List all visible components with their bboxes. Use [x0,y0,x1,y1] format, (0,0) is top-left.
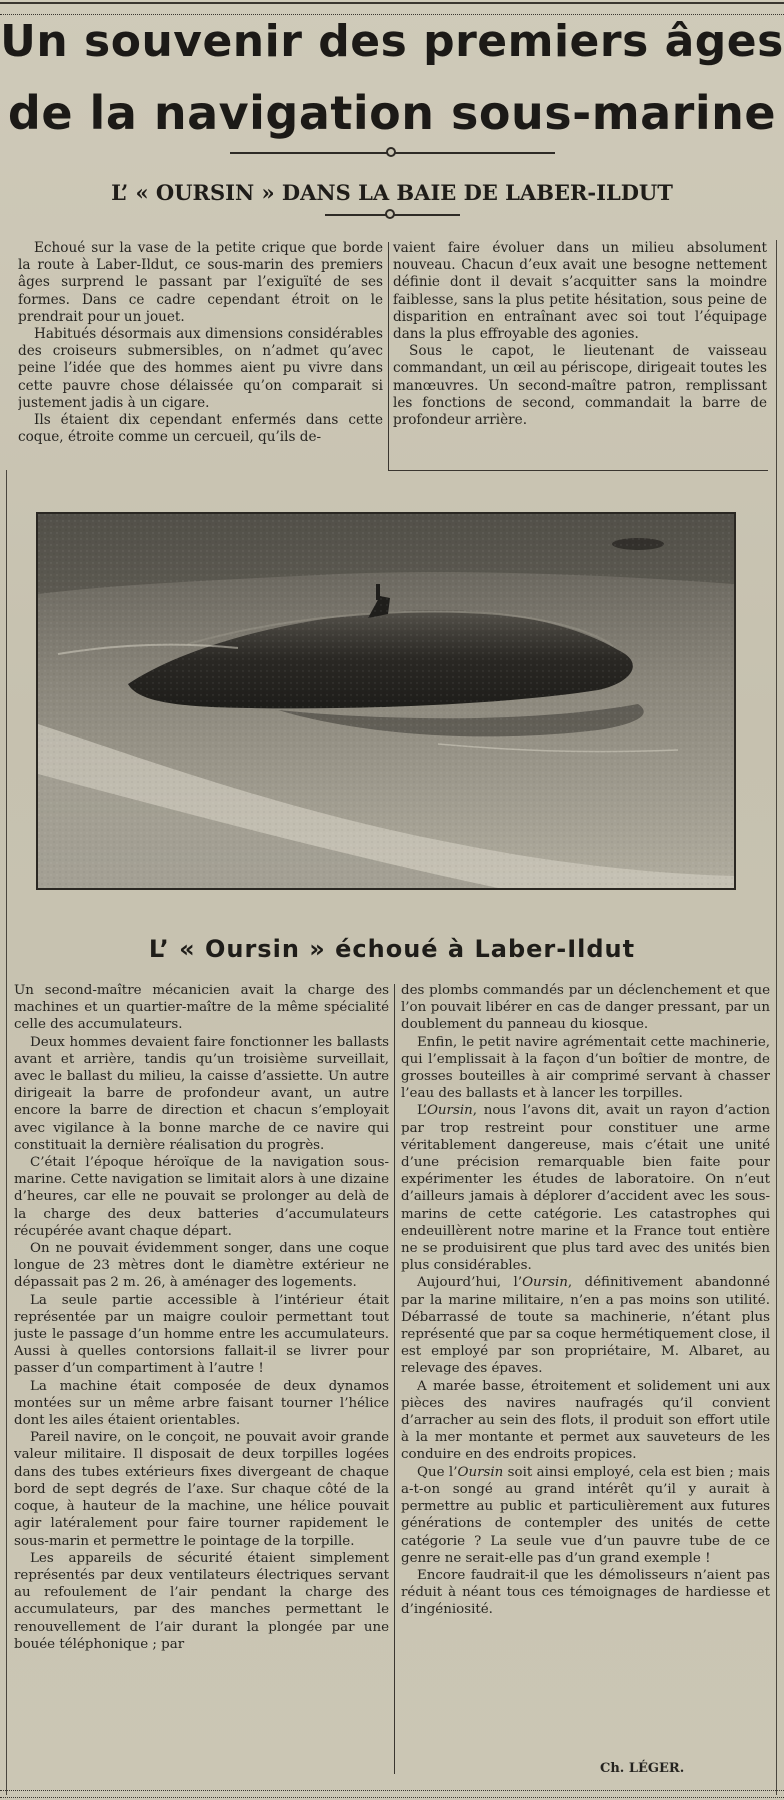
bottom-border [0,1790,784,1798]
paragraph: La machine était composée de deux dynamos montées sur un même arbre faisant tourner l’hélice dont les ailes étaient orientables. [14,1378,389,1429]
paragraph: On ne pouvait évidemment songer, dans une coque longue de 23 mètres dont le diamètre extérieur ne dépassait pas 2 m. 26, à aménager des logements. [14,1241,389,1291]
paragraph: Pareil navire, on le conçoit, ne pouvait avoir grande valeur militaire. Il disposait de deux torpilles logées dans des tubes extérieurs fixes divergeant de chaque bord de sept degrés de l’axe. Sur chaque côté de la coque, à hauteur de la machine, une hélice pouvait agir latéralement pour faire tourner rapidement le sous-marin et permettre le pointage de la torpille. [14,1430,389,1549]
intro-column-left [18,240,383,485]
subhead-ornament [325,212,460,218]
author-signature: Ch. LÉGER. [600,1761,685,1776]
paragraph: Les appareils de sécurité étaient simplement représentés par deux ventilateurs électriques servant au refoulement de l’air pendant la charge des accumulateurs, par des manches permettant le renouvellement de l’air durant la plongée par une bouée téléphonique ; par [14,1550,389,1652]
column-end-rule [388,470,768,471]
paragraph: Que l’Oursin soit ainsi employé, cela est bien ; mais a-t-on songé au grand intérêt qu’il y aurait à permettre au public et particulièrement aux futures générations de contempler des unités de cette catégorie ? La seule vue d’un pauvre tube de ce genre ne serait-elle pas d’un grand exemple ! [401,1464,770,1566]
submarine-photo [36,512,736,890]
paragraph: La seule partie accessible à l’intérieur était représentée par un maigre couloir permettant tout juste le passage d’un homme entre les accumulateurs. Aussi à quelles contorsions fallait-il se livrer pour passer d’un compartiment à l’autre ! [14,1292,389,1377]
submarine-photo-illustration [38,514,734,888]
column-divider [388,242,389,470]
subheadline: L’ « OURSIN » DANS LA BAIE DE LABER-ILDUT [111,180,673,205]
body-column-left [14,982,389,1774]
paragraph: Echoué sur la vase de la petite crique que borde la route à Laber-Ildut, ce sous-marin des premiers âges surprend le passant par l’exiguïté de ses formes. Dans ce cadre cependant étroit on le prendrait pour un jouet. [18,240,383,325]
paragraph: Un second-maître mécanicien avait la charge des machines et un quartier-maître de la même spécialité celle des accumulateurs. [14,983,389,1033]
top-border [0,2,784,15]
frame-rule-right [776,240,777,1795]
paragraph: Sous le capot, le lieutenant de vaisseau commandant, un œil au périscope, dirigeait toutes les manœuvres. Un second-maître patron, remplissant les fonctions de second, commandait la barre de profondeur arrière. [393,343,767,429]
intro-column-right [393,240,767,485]
paragraph: C’était l’époque héroïque de la navigation sous-marine. Cette navigation se limitait alors à une dizaine d’heures, car elle ne pouvait se prolonger au delà de la charge des deux batteries d’accumulateurs récupérée avant chaque départ. [14,1155,389,1239]
paragraph: Habitués désormais aux dimensions considérables des croiseurs submersibles, on n’admet qu’avec peine l’idée que des hommes aient pu vivre dans cette pauvre chose délaissée qu’on comparait si justement jadis à un cigare. [18,326,383,411]
paragraph: des plombs commandés par un déclenchement et que l’on pouvait libérer en cas de danger pressant, par un doublement du panneau du kiosque. [401,983,770,1033]
body-column-right [401,982,770,1774]
paragraph: Aujourd’hui, l’Oursin, définitivement abandonné par la marine militaire, n’en a pas moins son utilité. Débarrassé de toute sa machinerie, n’étant plus représenté que par sa coque hermétiquement close, il est employé par son propriétaire, M. Albaret, au relevage des épaves. [401,1275,770,1377]
headline-line-2: de la navigation sous-marine [7,86,777,140]
headline-ornament [230,150,555,156]
headline-line-1: Un souvenir des premiers âges [0,16,784,67]
paragraph: Encore faudrait-il que les démolisseurs n’aient pas réduit à néant tous ces témoignages de hardiesse et d’ingéniosité. [401,1567,770,1618]
paragraph: L’Oursin, nous l’avons dit, avait un rayon d’action par trop restreint pour constituer une arme véritablement dangereuse, mais c’était une unité d’une précision remarquable bien faite pour expérimenter les études de laboratoire. On n’eut d’ailleurs jamais à déplorer d’accident avec les sous-marins de cette catégorie. Les catastrophes qui endeuillèrent notre marine et la France tout entière ne se produisirent que plus tard avec des unités bien plus considérables. [401,1103,770,1274]
paragraph: Ils étaient dix cependant enfermés dans cette coque, étroite comme un cercueil, qu’ils de- [18,412,383,446]
frame-rule-left [6,470,7,1795]
column-divider [394,984,395,1774]
photo-caption: L’ « Oursin » échoué à Laber-Ildut [148,935,636,963]
paragraph: A marée basse, étroitement et solidement uni aux pièces des navires naufragés qu’il convient d’arracher au sein des flots, il produit son effort utile à la mer montante et permet aux sauveteurs de les conduire en des endroits propices. [401,1378,770,1463]
paragraph: vaient faire évoluer dans un milieu absolument nouveau. Chacun d’eux avait une besogne nettement définie dont il devait s’acquitter sans la moindre faiblesse, sans la plus petite hésitation, sous peine de disparition en entraînant avec soi tout l’équipage dans la plus effroyable des agonies. [393,240,767,343]
paragraph: Enfin, le petit navire agrémentait cette machinerie, qui l’emplissait à la façon d’un boîtier de montre, de grosses bouteilles à air comprimé servant à chasser l’eau des ballasts et à lancer les torpilles. [401,1034,770,1102]
paragraph: Deux hommes devaient faire fonctionner les ballasts avant et arrière, tandis qu’un troisième surveillait, avec le ballast du milieu, la caisse d’assiette. Un autre dirigeait la barre de profondeur avant, un autre encore la barre de direction et chacun s’employait avec vigilance à la bonne marche de ce navire qui constituait la dernière réalisation du progrès. [14,1034,389,1153]
